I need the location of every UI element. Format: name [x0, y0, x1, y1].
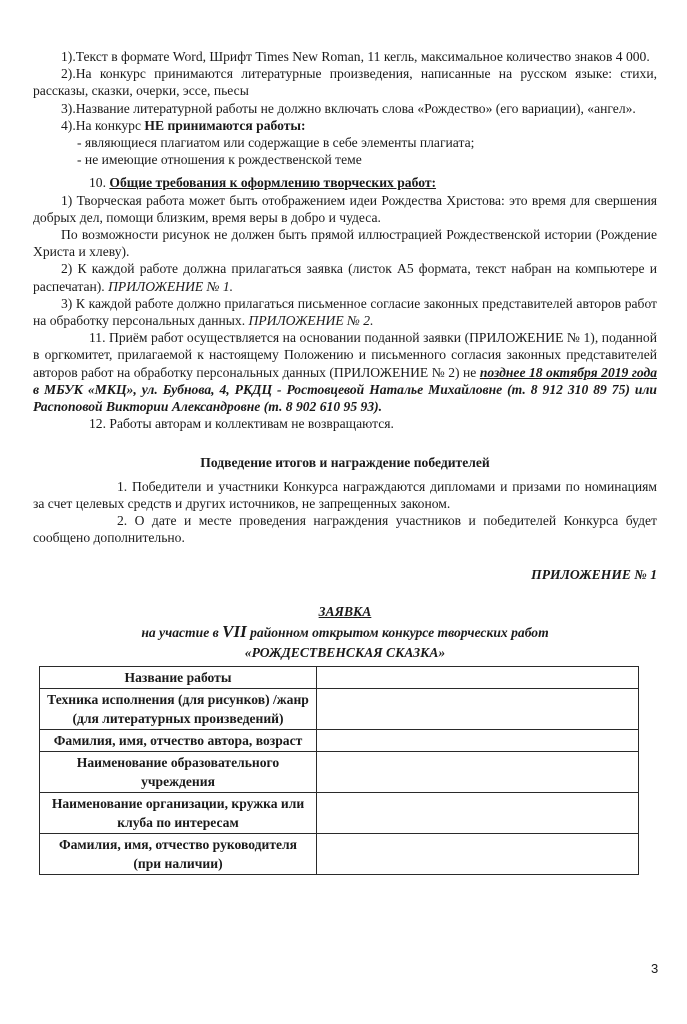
not-accepted-item: - не имеющие отношения к рождественской теме [77, 152, 362, 168]
table-row [40, 833, 639, 874]
table-row [40, 729, 639, 751]
requirement-2: 2).На конкурс принимаются литературные произведения, написанные на русском языке: стихи, рассказы, сказки, очерки, эссе, пьесы [33, 66, 657, 99]
table-row [40, 792, 639, 833]
row-value-field[interactable] [317, 729, 639, 751]
appendix-label: ПРИЛОЖЕНИЕ № 1 [531, 567, 657, 583]
table-row [40, 666, 639, 688]
section-10-p1b: По возможности рисунок не должен быть прямой иллюстрацией Рождественской истории (Рождение Христа и хлеву). [33, 227, 657, 260]
document-page [33, 42, 657, 875]
appendix-contest-name: «РОЖДЕСТВЕНСКАЯ СКАЗКА» [244, 644, 446, 660]
row-value-field[interactable] [317, 688, 639, 729]
appendix-subtitle: на участие в VII районном открытом конкурсе творческих работ [141, 621, 549, 641]
section-11: 11. Приём работ осуществляется на основании поданной заявки (ПРИЛОЖЕНИЕ № 1), поданной в оргкомитет, прилагаемой к настоящему Положению и письменного согласия законных представителей авторов работ на обработку персональных данных (ПРИЛОЖЕНИЕ № 2) не позднее 18 октября 2019 года в МБУК «МКЦ», ул. Бубнова, 4, РКДЦ - Ростовцевой Наталье Михайловне (т. 8 912 310 89 75) или Распоповой Виктории Александровне (т. 8 902 610 95 93). [33, 330, 657, 415]
row-value-field[interactable] [317, 666, 639, 688]
section-10-heading: 10. Общие требования к оформлению творческих работ: [89, 175, 437, 191]
table-row [40, 751, 639, 792]
requirement-3: 3).Название литературной работы не должно включать слова «Рождество» (его вариации), «ангел». [61, 100, 636, 116]
row-value-field[interactable] [317, 833, 639, 874]
section-12: 12. Работы авторам и коллективам не возвращаются. [89, 416, 394, 432]
section-10-p1: 1) Творческая работа может быть отображением идеи Рождества Христова: это время для свершения добрых дел, помощи близким, время веры в добро и чудеса. [33, 192, 657, 225]
section-10-p2: 2) К каждой работе должна прилагаться заявка (листок А5 формата, текст набран на компьютере и распечатан). ПРИЛОЖЕНИЕ № 1. [33, 261, 657, 294]
table-row [40, 688, 639, 729]
summary-title: Подведение итогов и награждение победителей [200, 455, 490, 471]
row-value-field[interactable] [317, 792, 639, 833]
row-value-field[interactable] [317, 751, 639, 792]
section-10-p3: 3) К каждой работе должно прилагаться письменное согласие законных представителей авторов работ на обработку персональных данных. ПРИЛОЖЕНИЕ № 2. [33, 295, 657, 329]
not-accepted-item: - являющиеся плагиатом или содержащие в себе элементы плагиата; [77, 135, 475, 151]
page-number: 3 [651, 961, 659, 976]
row-label: Наименование образовательного учреждения [40, 751, 317, 792]
row-label: Фамилия, имя, отчество автора, возраст [40, 729, 317, 751]
row-label: Наименование организации, кружка или клуба по интересам [40, 792, 317, 833]
summary-p2: 2. О дате и месте проведения награждения участников и победителей Конкурса будет сообщено дополнительно. [33, 513, 657, 546]
requirement-1: 1).Текст в формате Word, Шрифт Times New Roman, 11 кегль, максимальное количество знаков 4 000. [61, 49, 650, 64]
row-label: Фамилия, имя, отчество руководителя (при наличии) [40, 833, 317, 874]
summary-p1: 1. Победители и участники Конкурса награждаются дипломами и призами по номинациям за счет целевых средств и других источников, не запрещенных законом. [33, 478, 657, 511]
appendix-title: ЗАЯВКА [318, 603, 372, 619]
application-form-table [39, 666, 639, 875]
row-label: Название работы [40, 666, 317, 688]
not-accepted-heading: 4).На конкурс НЕ принимаются работы: [61, 117, 306, 133]
row-label: Техника исполнения (для рисунков) /жанр (для литературных произведений) [40, 688, 317, 729]
